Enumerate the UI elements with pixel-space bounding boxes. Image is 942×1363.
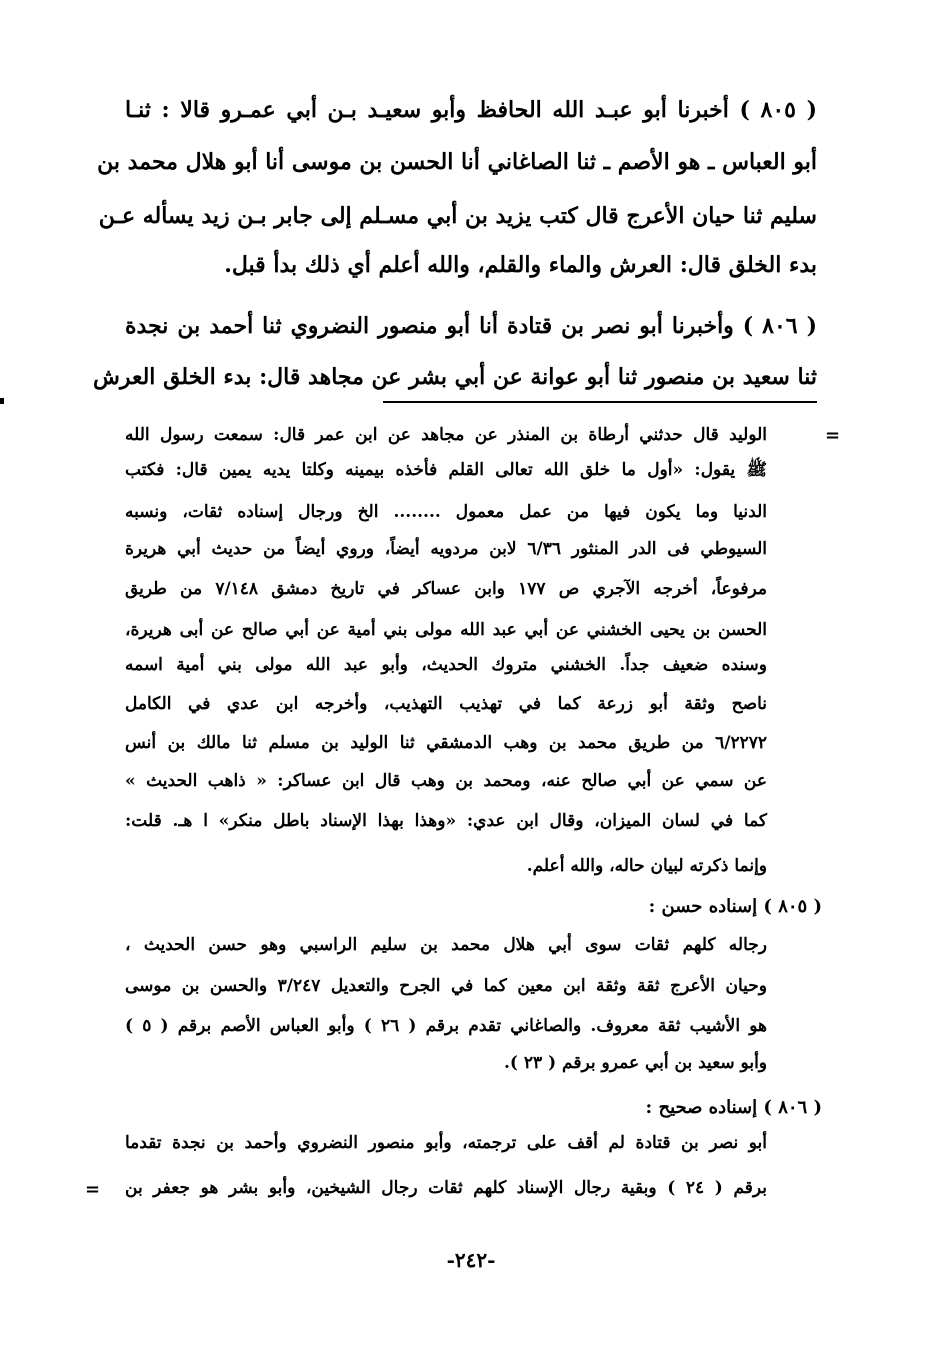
isnad-805-line-2: وحيان الأعرج ثقة وثقة ابن معين كما في الجرح والتعديل ٣/٢٤٧ والحسن بن موسى — [125, 976, 768, 996]
footnote-line-4: السيوطي فى الدر المنثور ٦/٣٦ لابن مردويه أيضاً، وروي أيضاً من حديث أبي هريرة — [125, 539, 768, 559]
isnad-805-line-1: رجاله كلهم ثقات سوى أبي هلال محمد بن سليم الراسبي وهو حسن الحديث ، — [125, 935, 767, 955]
main-line-805-3: سليم ثنا حيان الأعرج قال كتب يزيد بن أبي مسـلم إلى جابر بـن زيد يسأله عـن — [98, 203, 817, 229]
page-number: -٢٤٢- — [446, 1248, 496, 1272]
footnote-line-7: وسنده ضعيف جداً. الخشني متروك الحديث، وأبو عبد الله مولى بني أمية اسمه — [125, 655, 767, 675]
footnote-line-5: مرفوعاً، أخرجه الآجري ص ١٧٧ وابن عساكر في تاريخ دمشق ٧/١٤٨ من طريق — [125, 579, 767, 599]
isnad-heading-806: ( ٨٠٦ ) إسناده صحيح : — [645, 1097, 822, 1118]
isnad-heading-805: ( ٨٠٥ ) إسناده حسن : — [648, 896, 822, 917]
main-line-806-2: ثنا سعيد بن منصور ثنا أبو عوانة عن أبي بشر عن مجاهد قال: بدء الخلق العرش — [93, 364, 817, 390]
footnote-line-1: الوليد قال حدثني أرطاة بن المنذر عن مجاهد عن ابن عمر قال: سمعت رسول الله — [125, 425, 767, 445]
footnote-line-8: ناصح وثقة أبو زرعة كما في تهذيب التهذيب، وأخرجه ابن عدي في الكامل — [125, 694, 767, 714]
isnad-806-line-2: برقم ( ٢٤ ) وبقية رجال الإسناد كلهم ثقات رجال الشيخين، وأبو بشر هو جعفر بن — [125, 1178, 767, 1198]
footnote-line-12: وإنما ذكرته لبيان حاله، والله أعلم. — [526, 856, 767, 876]
continuation-mark: = — [825, 425, 841, 446]
footnote-line-10: عن سمي عن أبي صالح عنه، ومحمد بن وهب قال ابن عساكر: « ذاهب الحديث » — [125, 771, 767, 791]
isnad-806-line-1: أبو نصر بن قتادة لم أقف على ترجمته، وأبو منصور النضروي وأحمد بن نجدة تقدما — [125, 1133, 767, 1153]
isnad-805-line-3: هو الأشيب ثقة معروف. والصاغاني تقدم برقم ( ٢٦ ) وأبو العباس الأصم برقم ( ٥ ) — [125, 1016, 768, 1036]
footnote-line-2: ﷺ يقول: «أول ما خلق الله تعالى القلم فأخذه بيمينه وكلتا يديه يمين قال: فكتب — [125, 460, 767, 480]
isnad-805-line-4: وأبو سعيد بن أبي عمرو برقم ( ٢٣ ). — [504, 1053, 767, 1073]
footnote-line-9: ٦/٢٢٧٢ من طريق محمد بن وهب الدمشقي ثنا الوليد بن مسلم ثنا مالك بن أنس — [125, 733, 767, 753]
footnote-line-6: الحسن بن يحيى الخشني عن أبي عبد الله مولى بني أمية عن أبي صالح عن أبى هريرة، — [125, 620, 767, 640]
footnote-line-3: الدنيا وما يكون فيها من عمل معمول ........ الخ ورجال إسناده ثقات، ونسبه — [125, 502, 767, 522]
main-line-805-4: بدء الخلق قال: العرش والماء والقلم، والله أعلم أي ذلك بدأ قبل. — [224, 252, 817, 278]
footnote-line-11: كما في لسان الميزان، وقال ابن عدي: «وهذا بهذا الإسناد باطل منكر» ا هـ. قلت: — [125, 811, 767, 831]
trailing-mark: = — [85, 1179, 101, 1200]
margin-dot — [0, 398, 4, 404]
main-line-805-1: ( ٨٠٥ ) أخبرنا أبو عبـد الله الحافظ وأبو سعيـد بـن أبي عمـرو قالا : ثنـا — [125, 97, 818, 123]
footnote-separator — [383, 401, 817, 403]
main-line-806-1: ( ٨٠٦ ) وأخبرنا أبو نصر بن قتادة أنا أبو منصور النضروي ثنا أحمد بن نجدة — [125, 313, 818, 339]
main-line-805-2: أبو العباس ـ هو الأصم ـ ثنا الصاغاني أنا الحسن بن موسى أنا أبو هلال محمد بن — [97, 149, 817, 175]
